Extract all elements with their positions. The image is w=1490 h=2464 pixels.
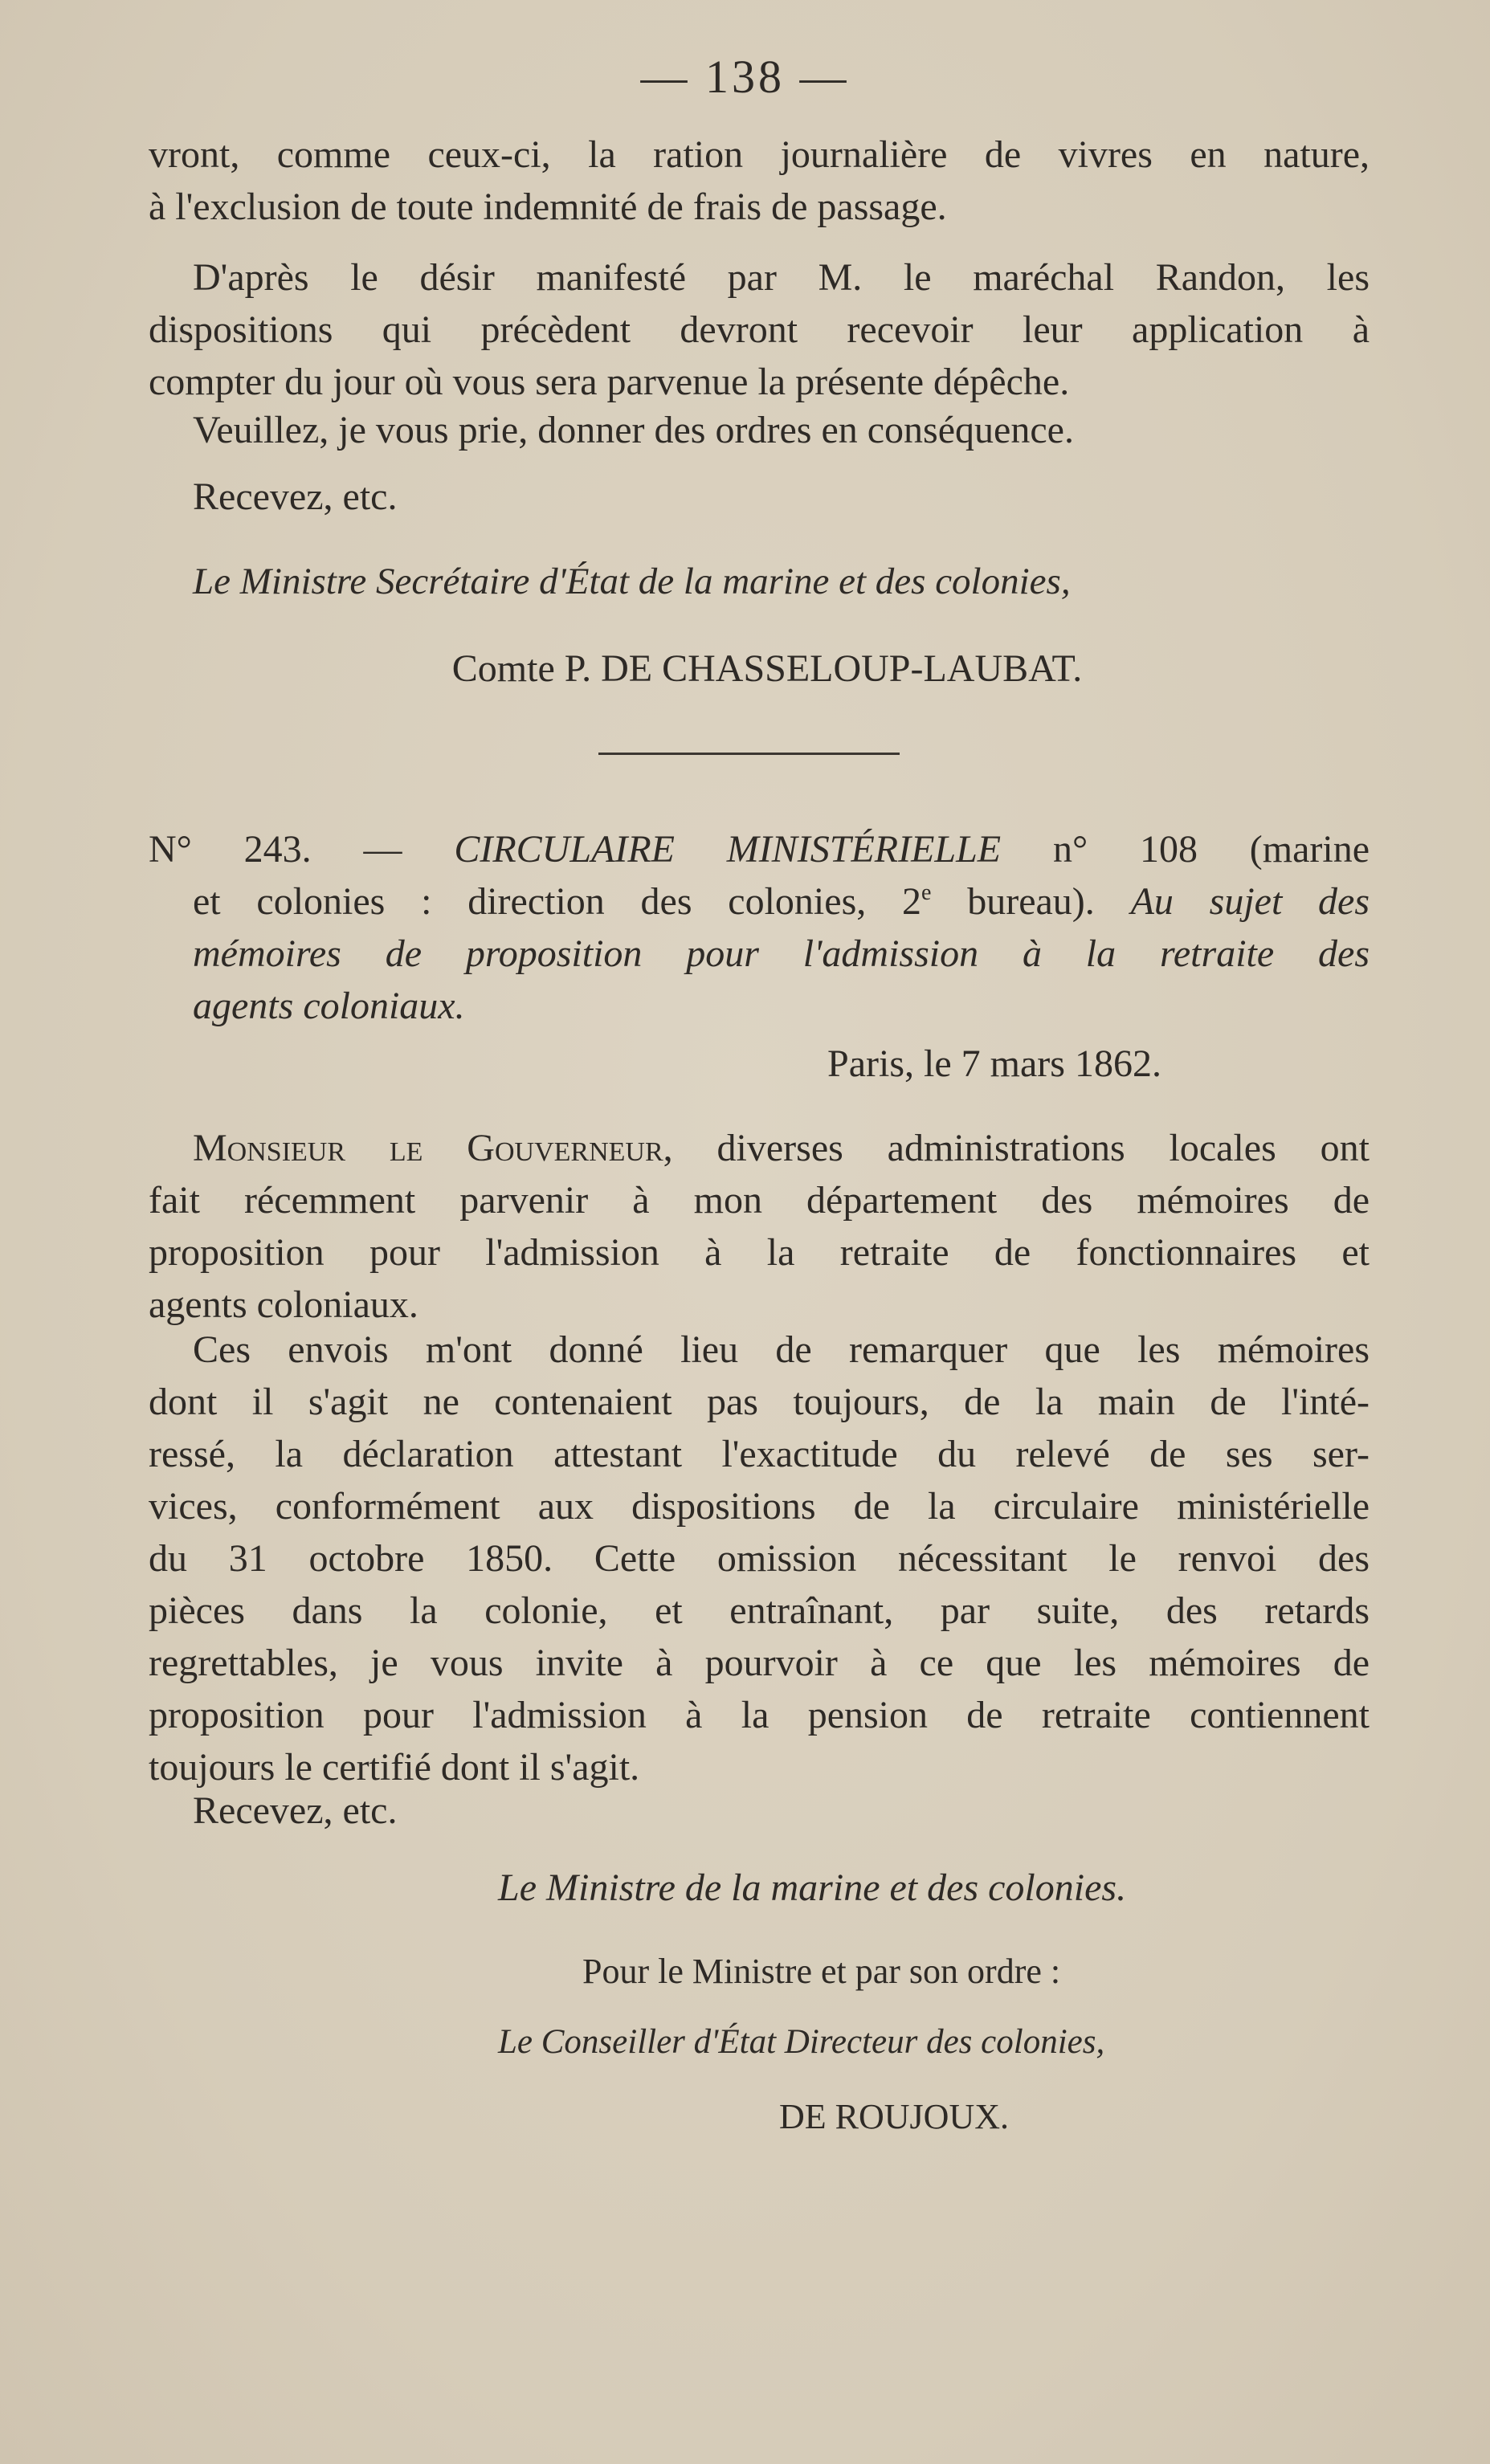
text-line: Pour le Ministre et par son ordre : [582,1952,1061,1991]
signature-2-name [149,2091,1370,2143]
text-line: Recevez, etc. [193,475,398,518]
text-line: compter du jour où vous sera parvenue la présente dépêche. [149,361,1070,403]
circular-bureau: bureau). [931,880,1095,923]
text-line: regrettables, je vous invite à pourvoir à ce que les mémoires de [149,1642,1370,1684]
randon-paragraph [149,251,1370,408]
recevez-1 [149,471,1370,523]
text-line: mémoires de proposition pour l'admission à la retraite des [193,932,1370,975]
text-line: Ces envois m'ont donné lieu de remarquer que les mémoires [193,1328,1370,1371]
text-line: agents coloniaux. [149,1283,418,1326]
text-line [149,875,1370,928]
text-line: agents coloniaux. [193,985,465,1027]
text-line: Le Ministre Secrétaire d'État de la marine et des colonies, [193,561,1071,602]
text-fragment: diverses administrations locales ont [716,1127,1370,1169]
salutation: Monsieur le Gouverneur, [193,1127,673,1169]
text-line: vront, comme ceux-ci, la ration journalière de vivres en nature, [149,133,1370,176]
section-divider [598,753,900,755]
body-paragraph-1 [149,1122,1370,1331]
signature-1-title [149,556,1370,608]
text-line: Comte P. DE CHASSELOUP-LAUBAT. [451,647,1083,690]
text-line: toujours le certifié dont il s'agit. [149,1746,640,1789]
signature-1-name [149,643,1370,695]
text-line: D'après le désir manifesté par M. le maréchal Randon, les [193,256,1370,299]
circular-heading [149,823,1370,1032]
veuillez-paragraph [149,404,1370,456]
text-line: ressé, la déclaration attestant l'exactitude du relevé de ses ser- [149,1433,1370,1475]
text-line: dont il s'agit ne contenaient pas toujours, de la main de l'inté- [149,1381,1370,1423]
continuation-paragraph [149,129,1370,233]
body-paragraph-2 [149,1324,1370,1793]
text-line: du 31 octobre 1850. Cette omission nécessitant le renvoi des [149,1537,1370,1580]
text-line: vices, conformément aux dispositions de la circulaire ministérielle [149,1485,1370,1528]
text-line: Recevez, etc. [193,1789,398,1832]
circular-dept: et colonies : direction des colonies, 2 [193,880,922,923]
circular-subject: Au sujet des [1130,880,1370,923]
recevez-2 [149,1785,1370,1837]
signature-2-title [149,1862,1370,1914]
circular-date: Paris, le 7 mars 1862. [827,1042,1161,1085]
text-line: dispositions qui précèdent devront recevoir leur application à [149,308,1370,351]
text-line: pièces dans la colonie, et entraînant, par suite, des retards [149,1589,1370,1632]
text-line: à l'exclusion de toute indemnité de frais de passage. [149,186,947,228]
signature-2-director [149,2016,1370,2068]
text-line: Le Ministre de la marine et des colonies. [498,1866,1127,1909]
text-line: fait récemment parvenir à mon département des mémoires de [149,1179,1370,1222]
signature-2-order [149,1945,1370,1997]
text-line: proposition pour l'admission à la retraite de fonctionnaires et [149,1231,1370,1274]
circular-number: N° 243. — [149,828,402,871]
text-line [149,1122,1370,1174]
text-line: Veuillez, je vous prie, donner des ordres en conséquence. [193,409,1074,451]
text-line: proposition pour l'admission à la pension de retraite contiennent [149,1694,1370,1736]
circular-ref: n° 108 (marine [1052,828,1370,871]
page-number: — 138 — [640,51,850,103]
text-line: Le Conseiller d'État Directeur des colonies, [498,2023,1105,2061]
text-line: DE ROUJOUX. [779,2097,1009,2136]
circular-title: CIRCULAIRE MINISTÉRIELLE [454,828,1002,871]
superscript: e [921,880,932,905]
text-line [149,823,1370,875]
